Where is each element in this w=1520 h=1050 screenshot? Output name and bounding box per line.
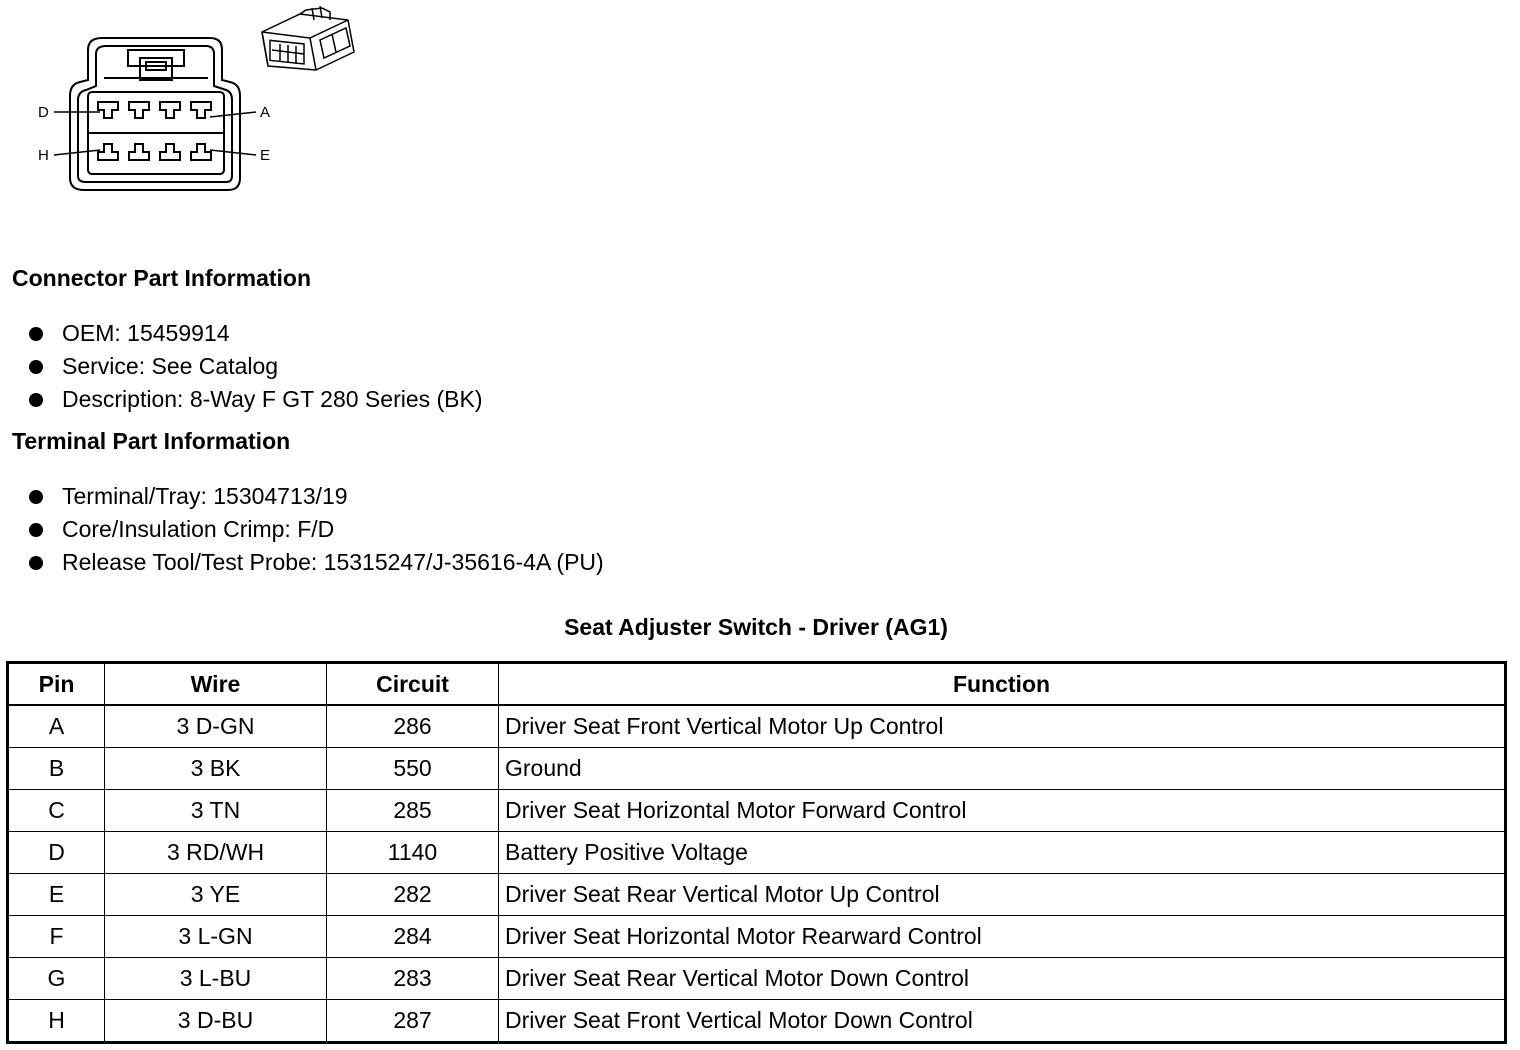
header-function: Function — [499, 663, 1506, 706]
cell-pin: F — [8, 916, 105, 958]
cell-function: Driver Seat Front Vertical Motor Up Control — [499, 705, 1506, 748]
connector-info-list — [0, 317, 483, 416]
connector-info-description: Description: 8-Way F GT 280 Series (BK) — [62, 386, 483, 412]
cell-function: Driver Seat Front Vertical Motor Down Control — [499, 1000, 1506, 1043]
cell-circuit: 287 — [327, 1000, 499, 1043]
connector-diagram — [0, 0, 380, 210]
table-header-row — [8, 663, 1506, 706]
cell-circuit: 286 — [327, 705, 499, 748]
cell-function: Driver Seat Horizontal Motor Forward Control — [499, 790, 1506, 832]
cell-pin: E — [8, 874, 105, 916]
table-row — [8, 958, 1506, 1000]
cell-pin: B — [8, 748, 105, 790]
bullet-icon — [29, 556, 43, 570]
cell-function: Driver Seat Rear Vertical Motor Down Control — [499, 958, 1506, 1000]
connector-info-service: Service: See Catalog — [62, 353, 279, 379]
connector-face — [70, 38, 240, 190]
cell-wire: 3 D-BU — [105, 1000, 327, 1043]
connector-3d-thumbnail — [262, 6, 354, 70]
bullet-icon — [29, 327, 43, 341]
table-row — [8, 916, 1506, 958]
terminal-info-crimp: Core/Insulation Crimp: F/D — [62, 516, 335, 542]
cell-circuit: 550 — [327, 748, 499, 790]
list-item — [0, 383, 483, 416]
terminal-info-heading: Terminal Part Information — [12, 428, 291, 454]
cell-function: Battery Positive Voltage — [499, 832, 1506, 874]
cell-wire: 3 D-GN — [105, 705, 327, 748]
cell-wire: 3 YE — [105, 874, 327, 916]
cell-function: Ground — [499, 748, 1506, 790]
pinout-table — [6, 661, 1507, 1044]
cell-wire: 3 RD/WH — [105, 832, 327, 874]
pin-label-a: A — [260, 104, 271, 121]
cell-wire: 3 L-BU — [105, 958, 327, 1000]
list-item — [0, 480, 604, 513]
cell-pin: C — [8, 790, 105, 832]
header-circuit: Circuit — [327, 663, 499, 706]
bullet-icon — [29, 490, 43, 504]
list-item — [0, 317, 483, 350]
cell-pin: D — [8, 832, 105, 874]
list-item — [0, 350, 483, 383]
cell-circuit: 282 — [327, 874, 499, 916]
table-row — [8, 705, 1506, 748]
bullet-icon — [29, 523, 43, 537]
table-row — [8, 1000, 1506, 1043]
cell-wire: 3 L-GN — [105, 916, 327, 958]
cell-pin: G — [8, 958, 105, 1000]
list-item — [0, 513, 604, 546]
list-item — [0, 546, 604, 579]
cell-wire: 3 TN — [105, 790, 327, 832]
pin-label-e: E — [260, 147, 271, 164]
table-row — [8, 790, 1506, 832]
terminal-info-tray: Terminal/Tray: 15304713/19 — [62, 483, 348, 509]
terminal-info-tool: Release Tool/Test Probe: 15315247/J-35616-4A (PU) — [62, 549, 604, 575]
bullet-icon — [29, 360, 43, 374]
cell-circuit: 1140 — [327, 832, 499, 874]
cell-circuit: 284 — [327, 916, 499, 958]
connector-info-oem: OEM: 15459914 — [62, 320, 230, 346]
header-pin: Pin — [8, 663, 105, 706]
cell-function: Driver Seat Rear Vertical Motor Up Control — [499, 874, 1506, 916]
table-row — [8, 832, 1506, 874]
cell-pin: A — [8, 705, 105, 748]
table-row — [8, 874, 1506, 916]
table-title: Seat Adjuster Switch - Driver (AG1) — [564, 614, 948, 640]
cell-circuit: 285 — [327, 790, 499, 832]
terminal-info-list — [0, 480, 604, 579]
cell-function: Driver Seat Horizontal Motor Rearward Control — [499, 916, 1506, 958]
table-row — [8, 748, 1506, 790]
cell-wire: 3 BK — [105, 748, 327, 790]
cell-circuit: 283 — [327, 958, 499, 1000]
bullet-icon — [29, 393, 43, 407]
connector-info-heading: Connector Part Information — [12, 265, 312, 291]
pin-label-h: H — [38, 147, 49, 164]
header-wire: Wire — [105, 663, 327, 706]
cell-pin: H — [8, 1000, 105, 1043]
pin-label-d: D — [38, 104, 49, 121]
